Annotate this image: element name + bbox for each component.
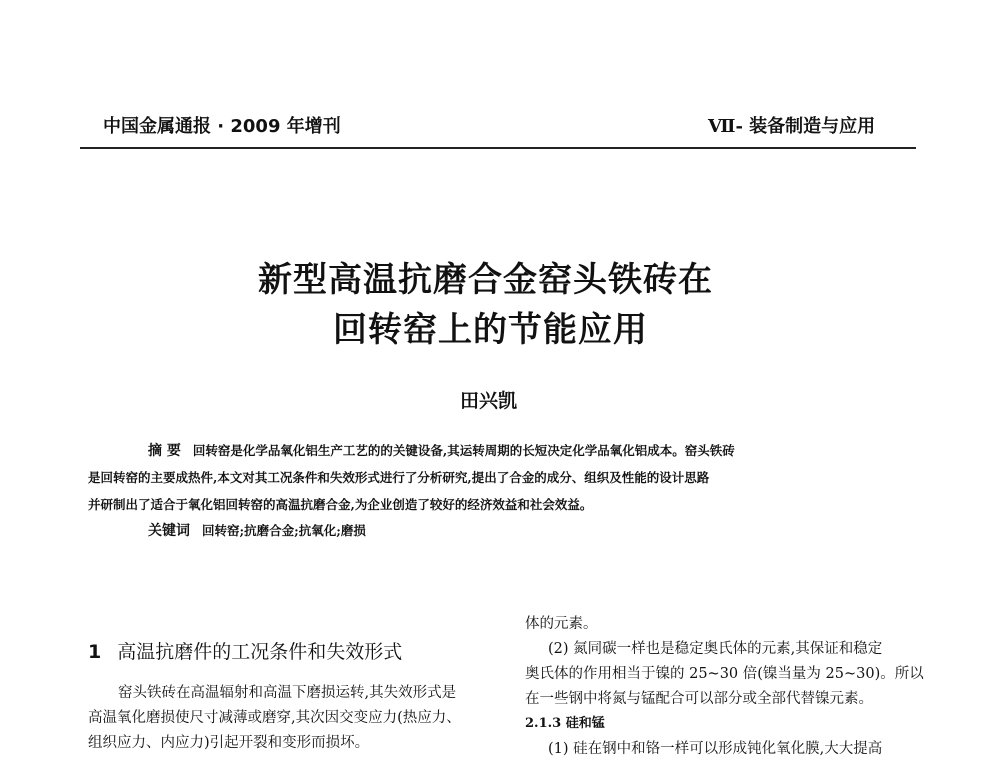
subsection-heading: 2.1.3 硅和锰: [525, 716, 605, 731]
section-heading: [88, 637, 402, 664]
article-title-line-2: 回转窑上的节能应用: [333, 310, 648, 350]
paragraph-line: 体的元素。: [525, 616, 598, 632]
abstract-line: 并研制出了适合于氧化铝回转窑的高温抗磨合金,为企业创造了较好的经济效益和社会效益。: [88, 497, 593, 512]
article-title-line-1: 新型高温抗磨合金窑头铁砖在: [258, 260, 713, 300]
paragraph-line: 奥氏体的作用相当于镍的 25~30 倍(镍当量为 25~30)。所以: [525, 666, 924, 682]
paragraph-line: (2) 氮同碳一样也是稳定奥氏体的元素,其保证和稳定: [548, 641, 883, 657]
keywords-label: 关键词: [148, 523, 190, 539]
journal-header: 中国金属通报 · 2009 年增刊: [103, 116, 341, 137]
abstract-label: 摘 要: [148, 443, 181, 459]
section-header: Ⅶ- 装备制造与应用: [708, 116, 876, 137]
abstract-text: 回转窑是化学品氧化铝生产工艺的的关键设备,其运转周期的长短决定化学品氧化铝成本。窑头铁砖: [192, 443, 735, 458]
paragraph-line: (1) 硅在钢中和铬一样可以形成钝化氧化膜,大大提高: [548, 741, 883, 757]
paragraph-line: 在一些钢中将氮与锰配合可以部分或全部代替镍元素。: [525, 691, 873, 707]
section-title: 高温抗磨件的工况条件和失效形式: [117, 641, 403, 663]
header-rule: [80, 147, 916, 149]
abstract-line: 是回转窑的主要成热件,本文对其工况条件和失效形式进行了分析研究,提出了合金的成分、组织及性能的设计思路: [88, 470, 710, 485]
author: 田兴凯: [460, 390, 518, 412]
paragraph-line: 组织应力、内应力)引起开裂和变形而损坏。: [88, 735, 370, 751]
paragraph-line: 窑头铁砖在高温辐射和高温下磨损运转,其失效形式是: [118, 685, 457, 701]
section-number: 1: [88, 641, 102, 663]
abstract-line: [88, 440, 948, 460]
paragraph-line: 高温氧化磨损使尺寸减薄或磨穿,其次因交变应力(热应力、: [88, 710, 461, 726]
keywords: 回转窑;抗磨合金;抗氧化;磨损: [202, 523, 366, 538]
keywords-line: [88, 520, 948, 540]
